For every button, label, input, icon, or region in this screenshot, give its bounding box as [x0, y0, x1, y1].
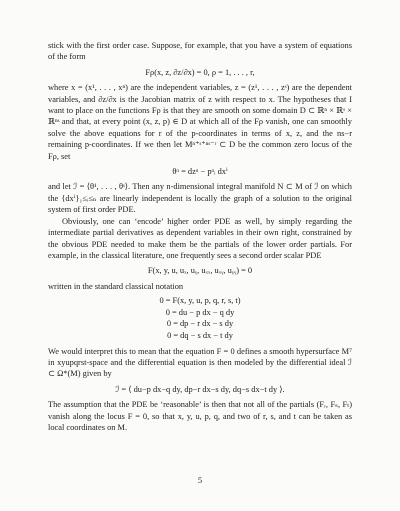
paragraph-assumption: The assumption that the PDE be ‘reasonable’ is then that not all of the partials (Fᵣ, Fₛ, Fₜ) vanish along the locus F = 0, so that x, y, u, p, q, and two of r, s, and t can be taken as local coordinates on M. [48, 400, 352, 432]
equation-line: 0 = F(x, y, u, p, q, r, s, t) [159, 296, 241, 306]
page-number: 5 [197, 476, 203, 485]
equation-system: Fρ(x, z, ∂z/∂x) = 0, ρ = 1, . . . , r, [145, 67, 255, 77]
equation-second-order: F(x, y, u, uₓ, uᵧ, uₓₓ, uₓᵧ, uᵧᵧ) = 0 [147, 266, 253, 276]
paragraph-intro: stick with the first order case. Suppose, for example, that you have a system of equations of the form [48, 41, 352, 62]
equation-block [48, 295, 352, 341]
equation-ideal: ℐ = ⟨ du−p dx−q dy, dp−r dx−s dy, dq−s dx−t dy ⟩. [115, 384, 285, 394]
paragraph-integral-manifold: and let ℐ = ⟨θ¹, . . . , θˢ⟩. Then any n-dimensional integral manifold N ⊂ M of ℐ on which the {dxⁱ}₁≤ᵢ≤ₙ are linearly independent is locally the graph of a solution to the original system of first order PDE. [48, 182, 352, 215]
equation-contact-form: θᵅ = dzᵅ − pᵅᵢ dxⁱ [172, 167, 228, 177]
equation-line: 0 = dq − s dx − t dy [167, 330, 233, 340]
paragraph-higher-order: Obviously, one can ‘encode’ higher order PDE as well, by simply regarding the intermediate partial derivatives as dependent variables in their own right, constrained by the obvious PDE needed to make them be the partials of the lower order partials. For example, in the classical literature, one frequently sees a second order scalar PDE [48, 216, 352, 260]
equation-line: 0 = dp − r dx − s dy [166, 319, 234, 329]
paragraph-interpretation: We would interpret this to mean that the equation F = 0 defines a smooth hypersurface M⁷ in xyupqrst-space and the differential equation is then modeled by the differential ideal ℐ ⊂ Ω*(M) given by [48, 346, 352, 379]
paragraph-classical-notation: written in the standard classical notation [48, 281, 184, 291]
equation-line: 0 = du − p dx − q dy [165, 307, 235, 317]
paragraph-hypotheses: where x = (x¹, . . . , xⁿ) are the independent variables, z = (z¹, . . . , zˢ) are the dependent variables, and ∂z/∂x is the Jacobian matrix of z with respect to x. The hypotheses that I want to place on the functions Fρ is that they are smooth on some domain D ⊂ ℝⁿ × ℝˢ × ℝⁿˢ and that, at every point (x, z, p) ∈ D at which all of the Fρ vanish, one can smoothly solve the above equations for r of the p-coordinates in terms of x, z, and the ns−r remaining p-coordinates. If we then let Mⁿ⁺ˢ⁺ⁿˢ⁻ʳ ⊂ D be the common zero locus of the Fρ, set [48, 83, 352, 161]
